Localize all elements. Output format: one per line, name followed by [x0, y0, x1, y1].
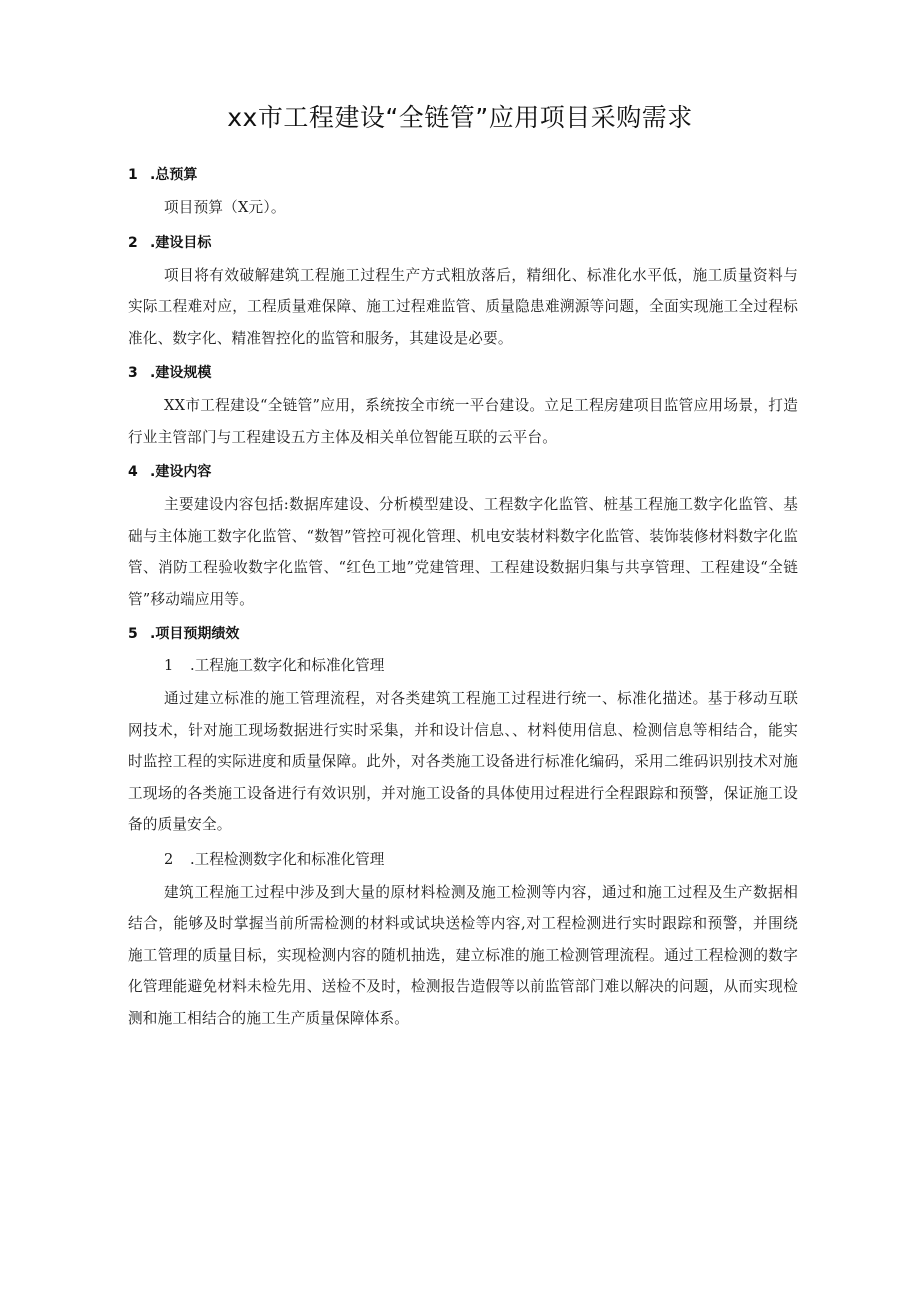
section-content — [128, 457, 798, 615]
subsection-heading — [128, 845, 798, 875]
paragraph: 项目预算（X元）。 — [164, 199, 286, 216]
section-heading — [128, 160, 798, 190]
section-goals — [128, 228, 798, 355]
section-title: .建设目标 — [150, 234, 212, 251]
section-number: 2 — [128, 234, 138, 251]
section-title: .建设规模 — [150, 365, 212, 381]
document-body — [128, 160, 798, 1038]
section-heading — [128, 358, 798, 388]
subsection-title: .工程检测数字化和标准化管理 — [190, 850, 385, 868]
section-title: .建设内容 — [150, 464, 212, 480]
section-heading — [128, 457, 798, 487]
section-title: .总预算 — [150, 167, 198, 183]
section-performance — [128, 619, 798, 1034]
section-heading — [128, 228, 798, 258]
section-number: 1 — [128, 167, 138, 183]
section-number: 5 — [128, 626, 138, 642]
paragraph: 项目将有效破解建筑工程施工过程生产方式粗放落后，精细化、标准化水平低，施工质量资料与实际工程难对应，工程质量难保障、施工过程难监管、质量隐患难溯源等问题，全面实现施工全过程标准化、数字化、精准智控化的监管和服务，其建设是必要。 — [128, 266, 798, 347]
section-budget — [128, 160, 798, 224]
section-scale — [128, 358, 798, 453]
section-heading — [128, 619, 798, 649]
paragraph: 通过建立标准的施工管理流程，对各类建筑工程施工过程进行统一、标准化描述。基于移动互联网技术，针对施工现场数据进行实时采集，并和设计信息、、材料使用信息、检测信息等相结合，能实时监控工程的实际进度和质量保障。此外，对各类施工设备进行标准化编码，采用二维码识别技术对施工现场的各类施工设备进行有效识别，并对施工设备的具体使用过程进行全程跟踪和预警，保证施工设备的质量安全。 — [128, 690, 798, 833]
paragraph: 主要建设内容包括:数据库建设、分析模型建设、工程数字化监管、桩基工程施工数字化监管、基础与主体施工数字化监管、“数智”管控可视化管理、机电安装材料数字化监管、装饰装修材料数字化监管、消防工程验收数字化监管、“红色工地”党建管理、工程建设数据归集与共享管理、工程建设“全链管”移动端应用等。 — [128, 496, 798, 608]
paragraph: 建筑工程施工过程中涉及到大量的原材料检测及施工检测等内容，通过和施工过程及生产数据相结合，能够及时掌握当前所需检测的材料或试块送检等内容,对工程检测进行实时跟踪和预警，并围绕施工管理的质量目标，实现检测内容的随机抽选，建立标准的施工检测管理流程。通过工程检测的数字化管理能避免材料未检先用、送检不及时，检测报告造假等以前监管部门难以解决的问题，从而实现检测和施工相结合的施工生产质量保障体系。 — [128, 883, 798, 1027]
subsection-heading — [128, 651, 798, 681]
paragraph: XX市工程建设“全链管”应用，系统按全市统一平台建设。立足工程房建项目监管应用场景，打造行业主管部门与工程建设五方主体及相关单位智能互联的云平台。 — [128, 397, 798, 446]
section-title: .项目预期绩效 — [150, 626, 240, 642]
document-title: xx市工程建设“全链管”应用项目采购需求 — [227, 103, 693, 132]
subsection-number: 2 — [164, 850, 174, 868]
section-number: 3 — [128, 365, 138, 381]
section-number: 4 — [128, 464, 138, 480]
subsection-number: 1 — [164, 657, 174, 674]
subsection-title: .工程施工数字化和标准化管理 — [190, 657, 385, 674]
